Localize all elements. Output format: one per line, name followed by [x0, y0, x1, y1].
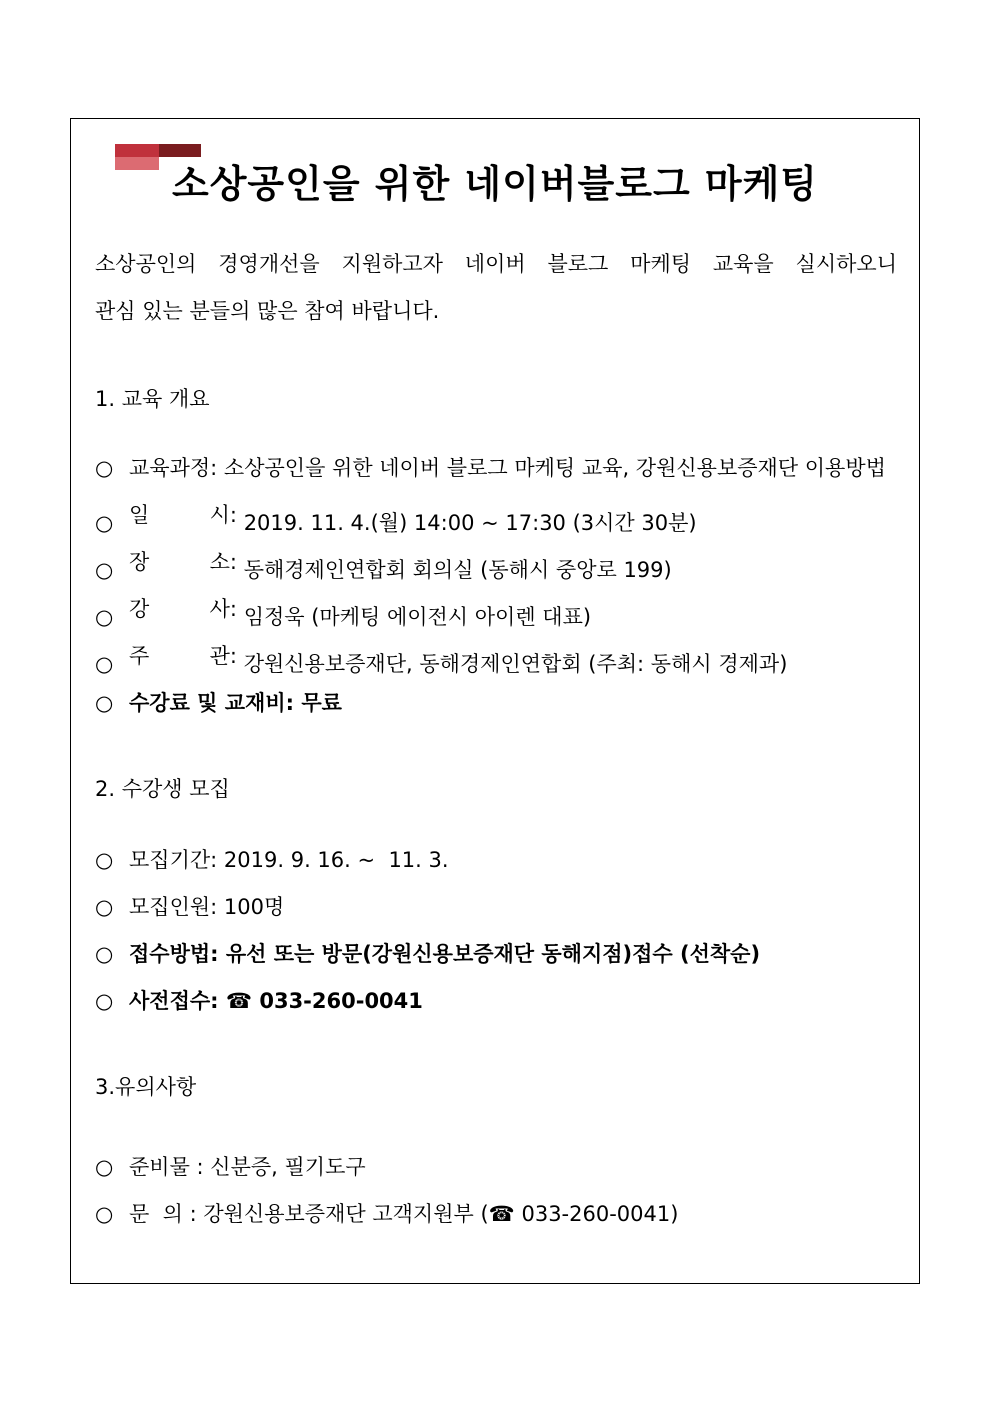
circle-bullet-icon: ○ — [95, 511, 114, 535]
circle-bullet-icon: ○ — [95, 691, 114, 715]
count-item — [95, 892, 284, 922]
fee-label: 수강료 및 교재비: — [129, 691, 295, 715]
prep-item — [95, 1152, 366, 1182]
place-label-a: 장 — [129, 550, 150, 574]
period-item — [95, 845, 449, 875]
host-value: 강원신용보증재단, 동해경제인연합회 (주최: 동해시 경제과) — [243, 652, 788, 676]
circle-bullet-icon: ○ — [95, 1155, 114, 1179]
inquiry-item — [95, 1199, 678, 1229]
course-value: 소상공인을 위한 네이버 블로그 마케팅 교육, 강원신용보증재단 이용방법 — [223, 456, 886, 480]
circle-bullet-icon: ○ — [95, 1202, 114, 1226]
section2-heading: 2. 수강생 모집 — [95, 777, 230, 801]
circle-bullet-icon: ○ — [95, 456, 114, 480]
phone-icon: ☎ — [225, 989, 253, 1013]
datetime-value: 2019. 11. 4.(월) 14:00 ~ 17:30 (3시간 30분) — [243, 511, 697, 535]
method-label: 접수방법: — [129, 942, 219, 966]
section3-heading: 3.유의사항 — [95, 1075, 197, 1099]
place-item — [95, 547, 672, 585]
circle-bullet-icon: ○ — [95, 558, 114, 582]
period-value: 2019. 9. 16. ~ 11. 3. — [223, 848, 449, 872]
course-label: 교육과정: — [129, 456, 218, 480]
method-item — [95, 939, 760, 969]
course-item — [95, 453, 886, 483]
pre-value: 033-260-0041 — [259, 989, 423, 1013]
circle-bullet-icon: ○ — [95, 989, 114, 1013]
host-label-b: 관: — [209, 644, 237, 668]
lecturer-item — [95, 594, 591, 632]
inquiry-value: 강원신용보증재단 고객지원부 (☎ 033-260-0041) — [203, 1202, 679, 1226]
period-label: 모집기간: — [129, 848, 218, 872]
intro-line-1: 소상공인의 경영개선을 지원하고자 네이버 블로그 마케팅 교육을 실시하오니 — [95, 252, 897, 276]
circle-bullet-icon: ○ — [95, 848, 114, 872]
lecturer-label-a: 강 — [129, 597, 150, 621]
host-item — [95, 641, 787, 679]
prep-value: 신분증, 필기도구 — [210, 1155, 366, 1179]
datetime-label-a: 일 — [129, 503, 150, 527]
circle-bullet-icon: ○ — [95, 652, 114, 676]
datetime-label-b: 시: — [209, 503, 237, 527]
page-title: 소상공인을 위한 네이버블로그 마케팅 — [171, 162, 819, 206]
intro-line-2: 관심 있는 분들의 많은 참여 바랍니다. — [95, 299, 440, 323]
host-label-a: 주 — [129, 644, 150, 668]
inquiry-label: 문 의 : — [129, 1202, 197, 1226]
count-value: 100명 — [223, 895, 285, 919]
lecturer-value: 임정욱 (마케팅 에이전시 아이렌 대표) — [243, 605, 592, 629]
pre-item — [95, 986, 423, 1016]
place-label-b: 소: — [209, 550, 237, 574]
circle-bullet-icon: ○ — [95, 942, 114, 966]
circle-bullet-icon: ○ — [95, 605, 114, 629]
count-label: 모집인원: — [129, 895, 218, 919]
prep-label: 준비물 : — [129, 1155, 204, 1179]
circle-bullet-icon: ○ — [95, 895, 114, 919]
section1-heading: 1. 교육 개요 — [95, 387, 210, 411]
fee-value: 무료 — [301, 691, 342, 715]
lecturer-label-b: 사: — [209, 597, 237, 621]
method-value: 유선 또는 방문(강원신용보증재단 동해지점)접수 (선착순) — [225, 942, 761, 966]
pre-label: 사전접수: — [129, 989, 219, 1013]
place-value: 동해경제인연합회 회의실 (동해시 중앙로 199) — [243, 558, 672, 582]
datetime-item — [95, 500, 697, 538]
fee-item — [95, 688, 342, 718]
